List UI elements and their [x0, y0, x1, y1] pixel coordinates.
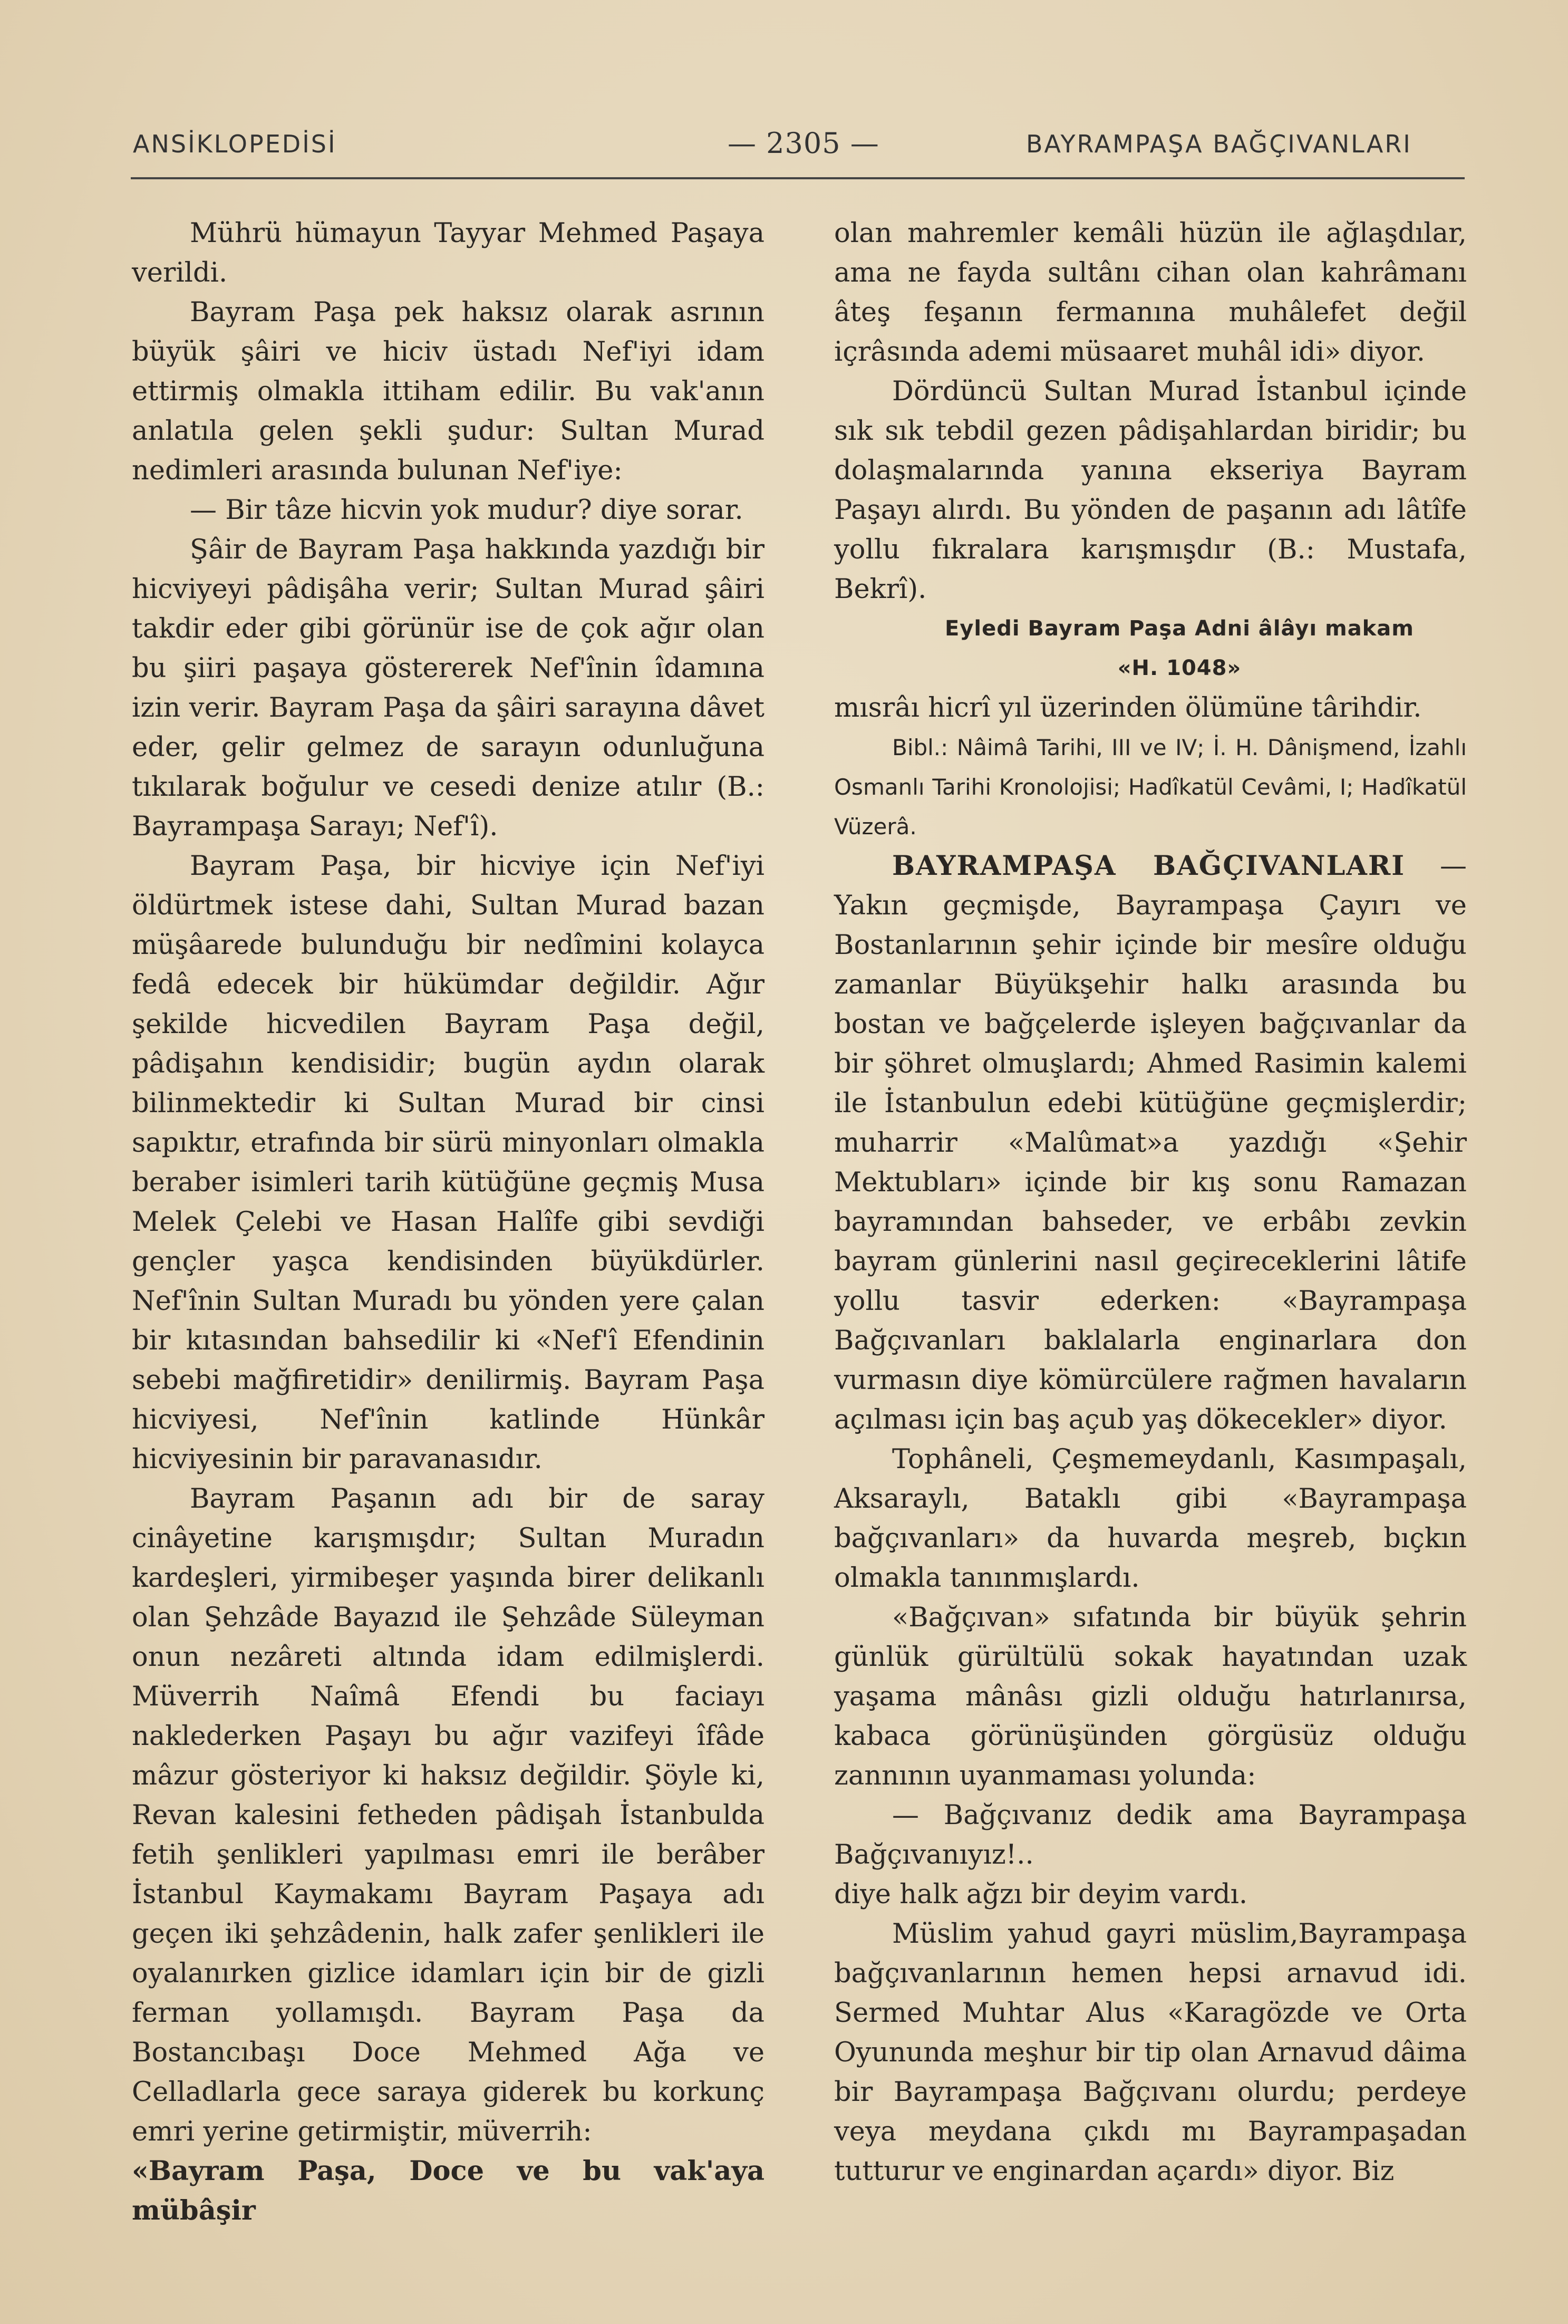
paragraph: diye halk ağzı bir deyim vardı.	[834, 1879, 1248, 1910]
paragraph: olan mahremler kemâli hüzün ile ağlaşdılar, ama ne fayda sultânı cihan olan kahrâmanı âteş feşanın fermanına muhâlefet değil içrâsında ademi müsaaret muhâl idi» diyor.	[834, 218, 1467, 368]
paragraph: Dördüncü Sultan Murad İstanbul içinde sık sık tebdil gezen pâdişahlardan biridir; bu dolaşmalarında yanına ekseriya Bayram Paşayı alırdı. Bu yönden de paşanın adı lâtîfe yollu fıkralara karışmışdır (B.: Mustafa, Bekrî).	[834, 376, 1467, 605]
header-rule	[131, 177, 1465, 179]
paragraph: «Bağçıvan» sıfatında bir büyük şehrin günlük gürültülü sokak hayatından uzak yaşama mânâsı gizli olduğu hatırlanırsa, kabaca görünüşünden görgüsüz olduğu zannının uyanmaması yolunda:	[834, 1602, 1467, 1791]
right-column	[834, 214, 1467, 2191]
paragraph: Tophâneli, Çeşmemeydanlı, Kasımpaşalı, Aksaraylı, Bataklı gibi «Bayrampaşa bağçıvanları» da huvarda meşreb, bıçkın olmakla tanınmışlardı.	[834, 1444, 1467, 1594]
bibliography: Bibl.: Nâimâ Tarihi, III ve IV; İ. H. Dânişmend, İzahlı Osmanlı Tarihi Kronolojisi; Hadîkatül Cevâmi, I; Hadîkatül Vüzerâ.	[834, 735, 1467, 840]
entry-intro: — Yakın geçmişde, Bayrampaşa Çayırı ve Bostanlarının şehir içinde bir mesîre olduğu zamanlar Büyükşehir halkı arasında bu bostan ve bağçelerde işleyen bağçıvanlar da bir şöhret olmuşlardı; Ahmed Rasimin kalemi ile İstanbulun edebi kütüğüne geçmişlerdir; muharrir «Malûmat»a yazdığı «Şehir Mektubları» içinde bir kış sonu Ramazan bayramından bahseder, ve erbâbı zevkin bayram günlerini nasıl geçireceklerini lâtife yollu tasvir ederken: «Bayrampaşa Bağçıvanları baklalarla enginarlara don vurmasın diye kömürcülere rağmen havaların açılması için baş açub yaş dökecekler» diyor.	[834, 851, 1467, 1435]
paragraph: Bayram Paşanın adı bir de saray cinâyetine karışmışdır; Sultan Muradın kardeşleri, yirmibeşer yaşında birer delikanlı olan Şehzâde Bayazıd ile Şehzâde Süleyman onun nezâreti altında idam edilmişlerdi. Müverrih Naîmâ Efendi bu faciayı naklederken Paşayı bu ağır vazifeyi îfâde mâzur gösteriyor ki haksız değildir. Şöyle ki, Revan kalesini fetheden pâdişah İstanbulda fetih şenlikleri yapılması emri ile berâber İstanbul Kaymakamı Bayram Paşaya adı geçen iki şehzâdenin, halk zafer şenlikleri ile oyalanırken gizlice idamları için bir de gizli ferman yollamışdı. Bayram Paşa da Bostancıbaşı Doce Mehmed Ağa ve Celladlarla gece saraya giderek bu korkunç emri yerine getirmiştir, müverrih:	[132, 1483, 764, 2147]
poem-line: Eyledi Bayram Paşa Adni âlâyı makam	[945, 616, 1414, 641]
entry-title: BAYRAMPAŞA BAĞÇIVANLARI	[892, 850, 1406, 882]
running-header-left: ANSİKLOPEDİSİ	[133, 130, 337, 158]
paragraph-last-line: «Bayram Paşa, Doce ve bu vak'aya mübâşir	[132, 2155, 764, 2226]
paragraph: mısrâı hicrî yıl üzerinden ölümüne târihdir.	[834, 692, 1422, 724]
page-number: — 2305 —	[728, 127, 879, 160]
paragraph: — Bir tâze hicvin yok mudur? diye sorar.	[190, 495, 743, 526]
paragraph: Bayram Paşa pek haksız olarak asrının büyük şâiri ve hiciv üstadı Nef'iyi idam ettirmiş olmakla ittiham edilir. Bu vak'anın anlatıla gelen şekli şudur: Sultan Murad nedimleri arasında bulunan Nef'iye:	[132, 297, 764, 486]
paragraph: Mührü hümayun Tayyar Mehmed Paşaya verildi.	[132, 218, 764, 288]
poem-date: «H. 1048»	[1117, 656, 1242, 680]
entry-paragraph	[834, 846, 1467, 1440]
paragraph: Müslim yahud gayri müslim,Bayrampaşa bağçıvanlarının hemen hepsi arnavud idi. Sermed Muhtar Alus «Karagözde ve Orta Oyununda meşhur bir tip olan Arnavud dâima bir Bayrampaşa Bağçıvanı olurdu; perdeye veya meydana çıkdı mı Bayrampaşadan tutturur ve enginardan açardı» diyor. Biz	[834, 1918, 1467, 2187]
left-column	[132, 214, 764, 2231]
paragraph: — Bağçıvanız dedik ama Bayrampaşa Bağçıvanıyız!..	[834, 1800, 1467, 1870]
paragraph: Şâir de Bayram Paşa hakkında yazdığı bir hicviyeyi pâdişâha verir; Sultan Murad şâiri takdir eder gibi görünür ise de çok ağır olan bu şiiri paşaya göstererek Nef'înin îdamına izin verir. Bayram Paşa da şâiri sarayına dâvet eder, gelir gelmez de sarayın odunluğuna tıkılarak boğulur ve cesedi denize atılır (B.: Bayrampaşa Sarayı; Nef'î).	[132, 534, 764, 842]
paragraph: Bayram Paşa, bir hicviye için Nef'iyi öldürtmek istese dahi, Sultan Murad bazan müşâarede bulunduğu bir nedîmini kolayca fedâ edecek bir hükümdar değildir. Ağır şekilde hicvedilen Bayram Paşa değil, pâdişahın kendisidir; bugün aydın olarak bilinmektedir ki Sultan Murad bir cinsi sapıktır, etrafında bir sürü minyonları olmakla beraber isimleri tarih kütüğüne geçmiş Musa Melek Çelebi ve Hasan Halîfe gibi sevdiği gençler yaşca kendisinden büyükdürler. Nef'înin Sultan Muradı bu yönden yere çalan bir kıtasından bahsedilir ki «Nef'î Efendinin sebebi mağfiretidir» denilirmiş. Bayram Paşa hicviyesi, Nef'înin katlinde Hünkâr hicviyesinin bir paravanasıdır.	[132, 851, 764, 1475]
running-header-right: BAYRAMPAŞA BAĞÇIVANLARI	[1026, 130, 1412, 158]
